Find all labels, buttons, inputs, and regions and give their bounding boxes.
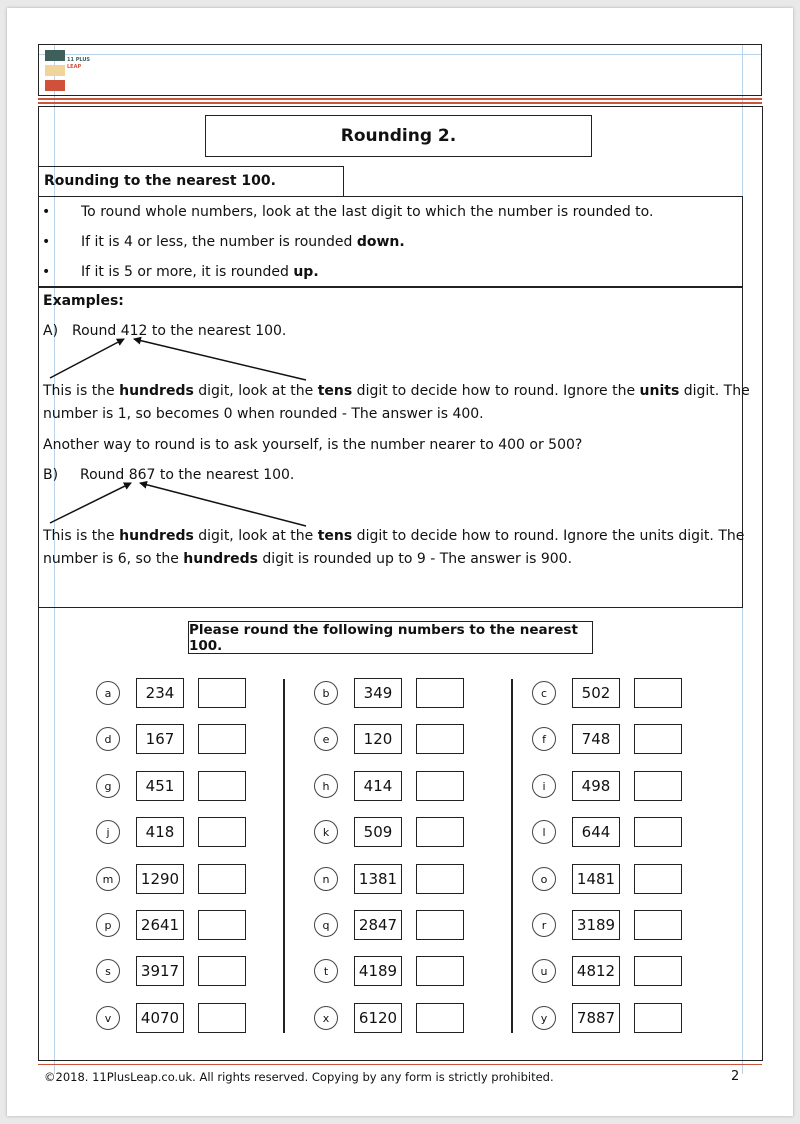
question-number-box: 414 — [354, 771, 402, 801]
answer-box[interactable] — [416, 910, 464, 940]
question-label-n: n — [314, 867, 338, 891]
question-label-c: c — [532, 681, 556, 705]
logo-text-line1: 11 PLUS — [67, 57, 91, 63]
answer-box[interactable] — [198, 817, 246, 847]
question-label-d: d — [96, 727, 120, 751]
example-a-label: A) — [43, 323, 59, 339]
text-part: digit to decide how to round. Ignore the — [352, 383, 640, 399]
question-label-a: a — [96, 681, 120, 705]
question-number-box: 509 — [354, 817, 402, 847]
example-a-explanation-line1 — [43, 382, 750, 400]
text-part: digit. The — [679, 383, 750, 399]
answer-box[interactable] — [198, 864, 246, 894]
answer-box[interactable] — [416, 817, 464, 847]
text-part: number is 6, so the — [43, 551, 184, 567]
bullet-icon: • — [42, 264, 51, 280]
header-divider — [38, 98, 762, 100]
question-number-box: 748 — [572, 724, 620, 754]
question-number-box: 6120 — [354, 1003, 402, 1033]
logo-bar-red — [45, 80, 65, 91]
answer-box[interactable] — [416, 771, 464, 801]
page-number: 2 — [731, 1069, 740, 1084]
column-divider — [511, 679, 513, 1033]
question-label-b: b — [314, 681, 338, 705]
question-number-box: 1381 — [354, 864, 402, 894]
text-part: digit is rounded up to 9 - The answer is 900. — [257, 551, 573, 567]
text-bold: hundreds — [119, 528, 194, 544]
answer-box[interactable] — [416, 864, 464, 894]
answer-box[interactable] — [198, 1003, 246, 1033]
section-heading: Rounding to the nearest 100. — [38, 166, 344, 197]
question-number-box: 7887 — [572, 1003, 620, 1033]
instruction-box: Please round the following numbers to the nearest 100. — [188, 621, 593, 654]
example-a-text: Round 412 to the nearest 100. — [72, 323, 287, 339]
question-number-box: 234 — [136, 678, 184, 708]
another-way-text: Another way to round is to ask yourself, is the number nearer to 400 or 500? — [43, 437, 583, 453]
example-b-label: B) — [43, 467, 59, 483]
rule-text-bold: up. — [293, 264, 319, 280]
question-label-j: j — [96, 820, 120, 844]
question-number-box: 644 — [572, 817, 620, 847]
logo-bar-teal — [45, 50, 65, 61]
question-number-box: 4189 — [354, 956, 402, 986]
question-label-u: u — [532, 959, 556, 983]
question-label-o: o — [532, 867, 556, 891]
answer-box[interactable] — [198, 956, 246, 986]
question-number-box: 502 — [572, 678, 620, 708]
question-number-box: 349 — [354, 678, 402, 708]
question-label-m: m — [96, 867, 120, 891]
question-number-box: 2847 — [354, 910, 402, 940]
question-label-s: s — [96, 959, 120, 983]
question-number-box: 3189 — [572, 910, 620, 940]
text-part: digit, look at the — [193, 383, 318, 399]
text-bold: tens — [317, 383, 353, 399]
answer-box[interactable] — [634, 864, 682, 894]
rule-text-part: If it is 4 or less, the number is rounded — [81, 234, 357, 250]
answer-box[interactable] — [198, 910, 246, 940]
examples-heading — [43, 292, 124, 310]
question-number-box: 167 — [136, 724, 184, 754]
example-b-text: Round 867 to the nearest 100. — [80, 467, 295, 483]
page-title: Rounding 2. — [205, 115, 592, 157]
header-divider — [38, 102, 762, 104]
rules-box — [38, 196, 743, 288]
answer-box[interactable] — [634, 724, 682, 754]
question-number-box: 4070 — [136, 1003, 184, 1033]
text-bold: tens — [317, 528, 353, 544]
question-number-box: 1290 — [136, 864, 184, 894]
logo-bar-cream — [45, 65, 65, 76]
question-number-box: 1481 — [572, 864, 620, 894]
text-bold: hundreds — [183, 551, 258, 567]
question-label-r: r — [532, 913, 556, 937]
question-number-box: 2641 — [136, 910, 184, 940]
question-number-box: 418 — [136, 817, 184, 847]
answer-box[interactable] — [416, 678, 464, 708]
question-label-p: p — [96, 913, 120, 937]
rule-text-bold: down. — [356, 234, 405, 250]
rule-text-part: To round whole numbers, look at the last digit to which the number is rounded to. — [81, 204, 654, 220]
question-label-t: t — [314, 959, 338, 983]
header-box — [38, 44, 762, 96]
answer-box[interactable] — [198, 771, 246, 801]
answer-box[interactable] — [198, 678, 246, 708]
text-bold: hundreds — [119, 383, 194, 399]
answer-box[interactable] — [416, 956, 464, 986]
answer-box[interactable] — [634, 817, 682, 847]
text-part: digit, look at the — [193, 528, 318, 544]
question-number-box: 451 — [136, 771, 184, 801]
question-number-box: 498 — [572, 771, 620, 801]
text-bold: units — [639, 383, 680, 399]
question-label-e: e — [314, 727, 338, 751]
question-label-x: x — [314, 1006, 338, 1030]
footer-divider — [38, 1064, 762, 1065]
answer-box[interactable] — [634, 910, 682, 940]
question-number-box: 120 — [354, 724, 402, 754]
question-number-box: 4812 — [572, 956, 620, 986]
examples-heading-text: Examples: — [43, 293, 124, 309]
answer-box[interactable] — [634, 678, 682, 708]
text-part: This is the — [43, 528, 120, 544]
answer-box[interactable] — [198, 724, 246, 754]
question-label-g: g — [96, 774, 120, 798]
rule-text — [81, 233, 405, 251]
example-a-explanation-line2: number is 1, so becomes 0 when rounded - The answer is 400. — [43, 406, 484, 422]
text-part: This is the — [43, 383, 120, 399]
question-label-i: i — [532, 774, 556, 798]
question-label-l: l — [532, 820, 556, 844]
example-b-explanation-line1 — [43, 527, 744, 545]
question-label-f: f — [532, 727, 556, 751]
rule-text — [81, 203, 653, 221]
bullet-icon: • — [42, 204, 51, 220]
question-label-q: q — [314, 913, 338, 937]
question-number-box: 3917 — [136, 956, 184, 986]
text-part: digit to decide how to round. Ignore the units digit. The — [352, 528, 745, 544]
bullet-icon: • — [42, 234, 51, 250]
answer-box[interactable] — [634, 771, 682, 801]
answer-box[interactable] — [416, 1003, 464, 1033]
answer-box[interactable] — [634, 956, 682, 986]
answer-box[interactable] — [634, 1003, 682, 1033]
example-b-explanation-line2 — [43, 550, 572, 568]
rule-text-part: If it is 5 or more, it is rounded — [81, 264, 294, 280]
question-label-h: h — [314, 774, 338, 798]
column-divider — [283, 679, 285, 1033]
copyright-footer: ©2018. 11PlusLeap.co.uk. All rights reserved. Copying by any form is strictly prohibited. — [44, 1070, 554, 1084]
question-label-k: k — [314, 820, 338, 844]
answer-box[interactable] — [416, 724, 464, 754]
question-label-y: y — [532, 1006, 556, 1030]
logo-text-line2: LEAP — [67, 64, 82, 70]
rule-text — [81, 263, 319, 281]
question-label-v: v — [96, 1006, 120, 1030]
